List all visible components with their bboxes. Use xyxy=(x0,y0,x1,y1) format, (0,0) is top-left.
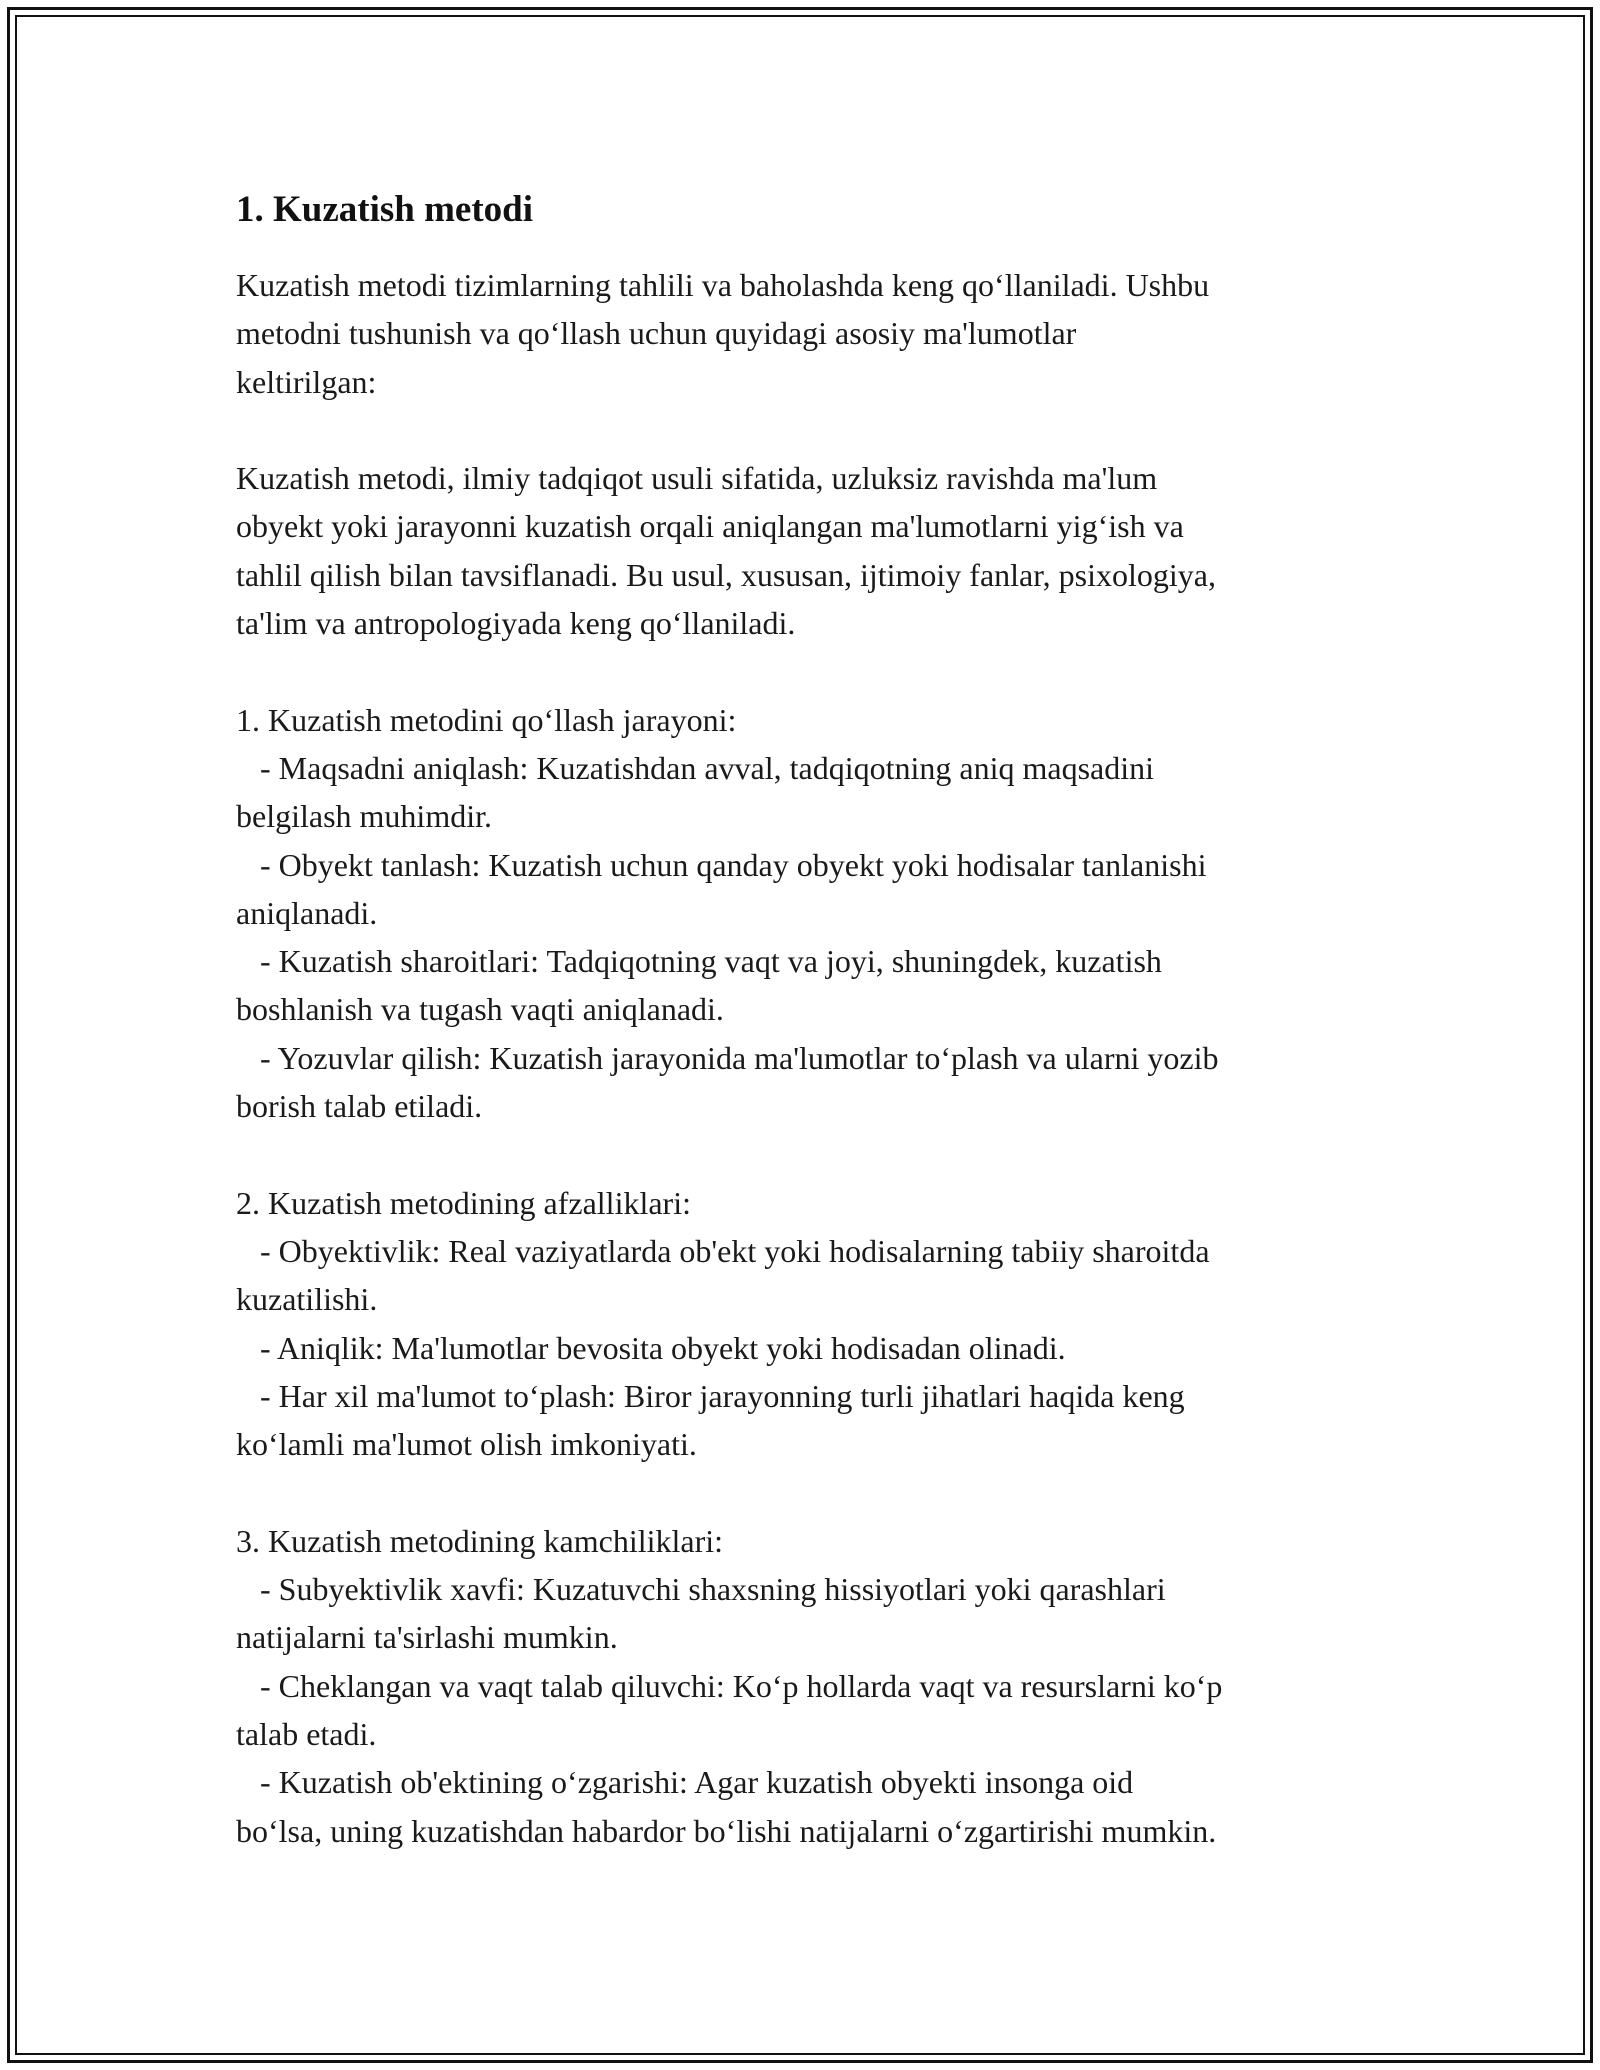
list-item: - Yozuvlar qilish: Kuzatish jarayonida ma'lumotlar to‘plash va ularni yozib borish talab etiladi. xyxy=(236,1039,1219,1125)
list-item: - Aniqlik: Ma'lumotlar bevosita obyekt yoki hodisadan olinadi. xyxy=(236,1329,1066,1366)
list-item: - Subyektivlik xavfi: Kuzatuvchi shaxsning hissiyotlari yoki qarashlari natijalarni ta'sirlashi mumkin. xyxy=(236,1571,1166,1656)
blank-line xyxy=(236,647,1386,695)
list-item: - Cheklangan va vaqt talab qiluvchi: Ko‘p hollarda vaqt va resurslarni ko‘p talab etadi. xyxy=(236,1667,1223,1752)
list-section-process xyxy=(236,696,1386,1131)
list-section-advantages xyxy=(236,1179,1386,1469)
document-body xyxy=(236,186,1386,1855)
definition-paragraph: Kuzatish metodi, ilmiy tadqiqot usuli sifatida, uzluksiz ravishda ma'lum obyekt yoki jarayonni kuzatish orqali aniqlangan ma'lumotlarni yig‘ish va tahlil qilish bilan tavsiflanadi. Bu usul, xususan, ijtimoiy fanlar, psixologiya, ta'lim va antropologiyada keng qo‘llaniladi. xyxy=(236,460,1216,642)
list-section-disadvantages xyxy=(236,1517,1386,1855)
list-item: - Obyekt tanlash: Kuzatish uchun qanday obyekt yoki hodisalar tanlanishi aniqlanadi. xyxy=(236,846,1207,931)
list-section-title: 3. Kuzatish metodining kamchiliklari: xyxy=(236,1522,724,1559)
list-item: - Kuzatish sharoitlari: Tadqiqotning vaqt va joyi, shuningdek, kuzatish boshlanish va tugash vaqti aniqlanadi. xyxy=(236,943,1162,1028)
intro-paragraph: Kuzatish metodi tizimlarning tahlili va baholashda keng qo‘llaniladi. Ushbu metodni tushunish va qo‘llash uchun quyidagi asosiy ma'lumotlar keltirilgan: xyxy=(236,267,1210,400)
list-item: - Maqsadni aniqlash: Kuzatishdan avval, tadqiqotning aniq maqsadini belgilash muhimdir. xyxy=(236,749,1155,835)
list-item: - Har xil ma'lumot to‘plash: Biror jarayonning turli jihatlari haqida keng ko‘lamli ma'lumot olish imkoniyati. xyxy=(236,1377,1185,1463)
blank-line xyxy=(236,406,1386,454)
blank-line xyxy=(236,1468,1386,1516)
list-section-title: 1. Kuzatish metodini qo‘llash jarayoni: xyxy=(236,701,737,738)
section-heading: 1. Kuzatish metodi xyxy=(236,189,534,230)
list-item: - Kuzatish ob'ektining o‘zgarishi: Agar kuzatish obyekti insonga oid bo‘lsa, uning kuzatishdan habardor bo‘lishi natijalarni o‘zgartirishi mumkin. xyxy=(236,1764,1217,1849)
list-item: - Obyektivlik: Real vaziyatlarda ob'ekt yoki hodisalarning tabiiy sharoitda kuzatilishi. xyxy=(236,1232,1210,1318)
blank-line xyxy=(236,1130,1386,1178)
list-section-title: 2. Kuzatish metodining afzalliklari: xyxy=(236,1184,691,1221)
